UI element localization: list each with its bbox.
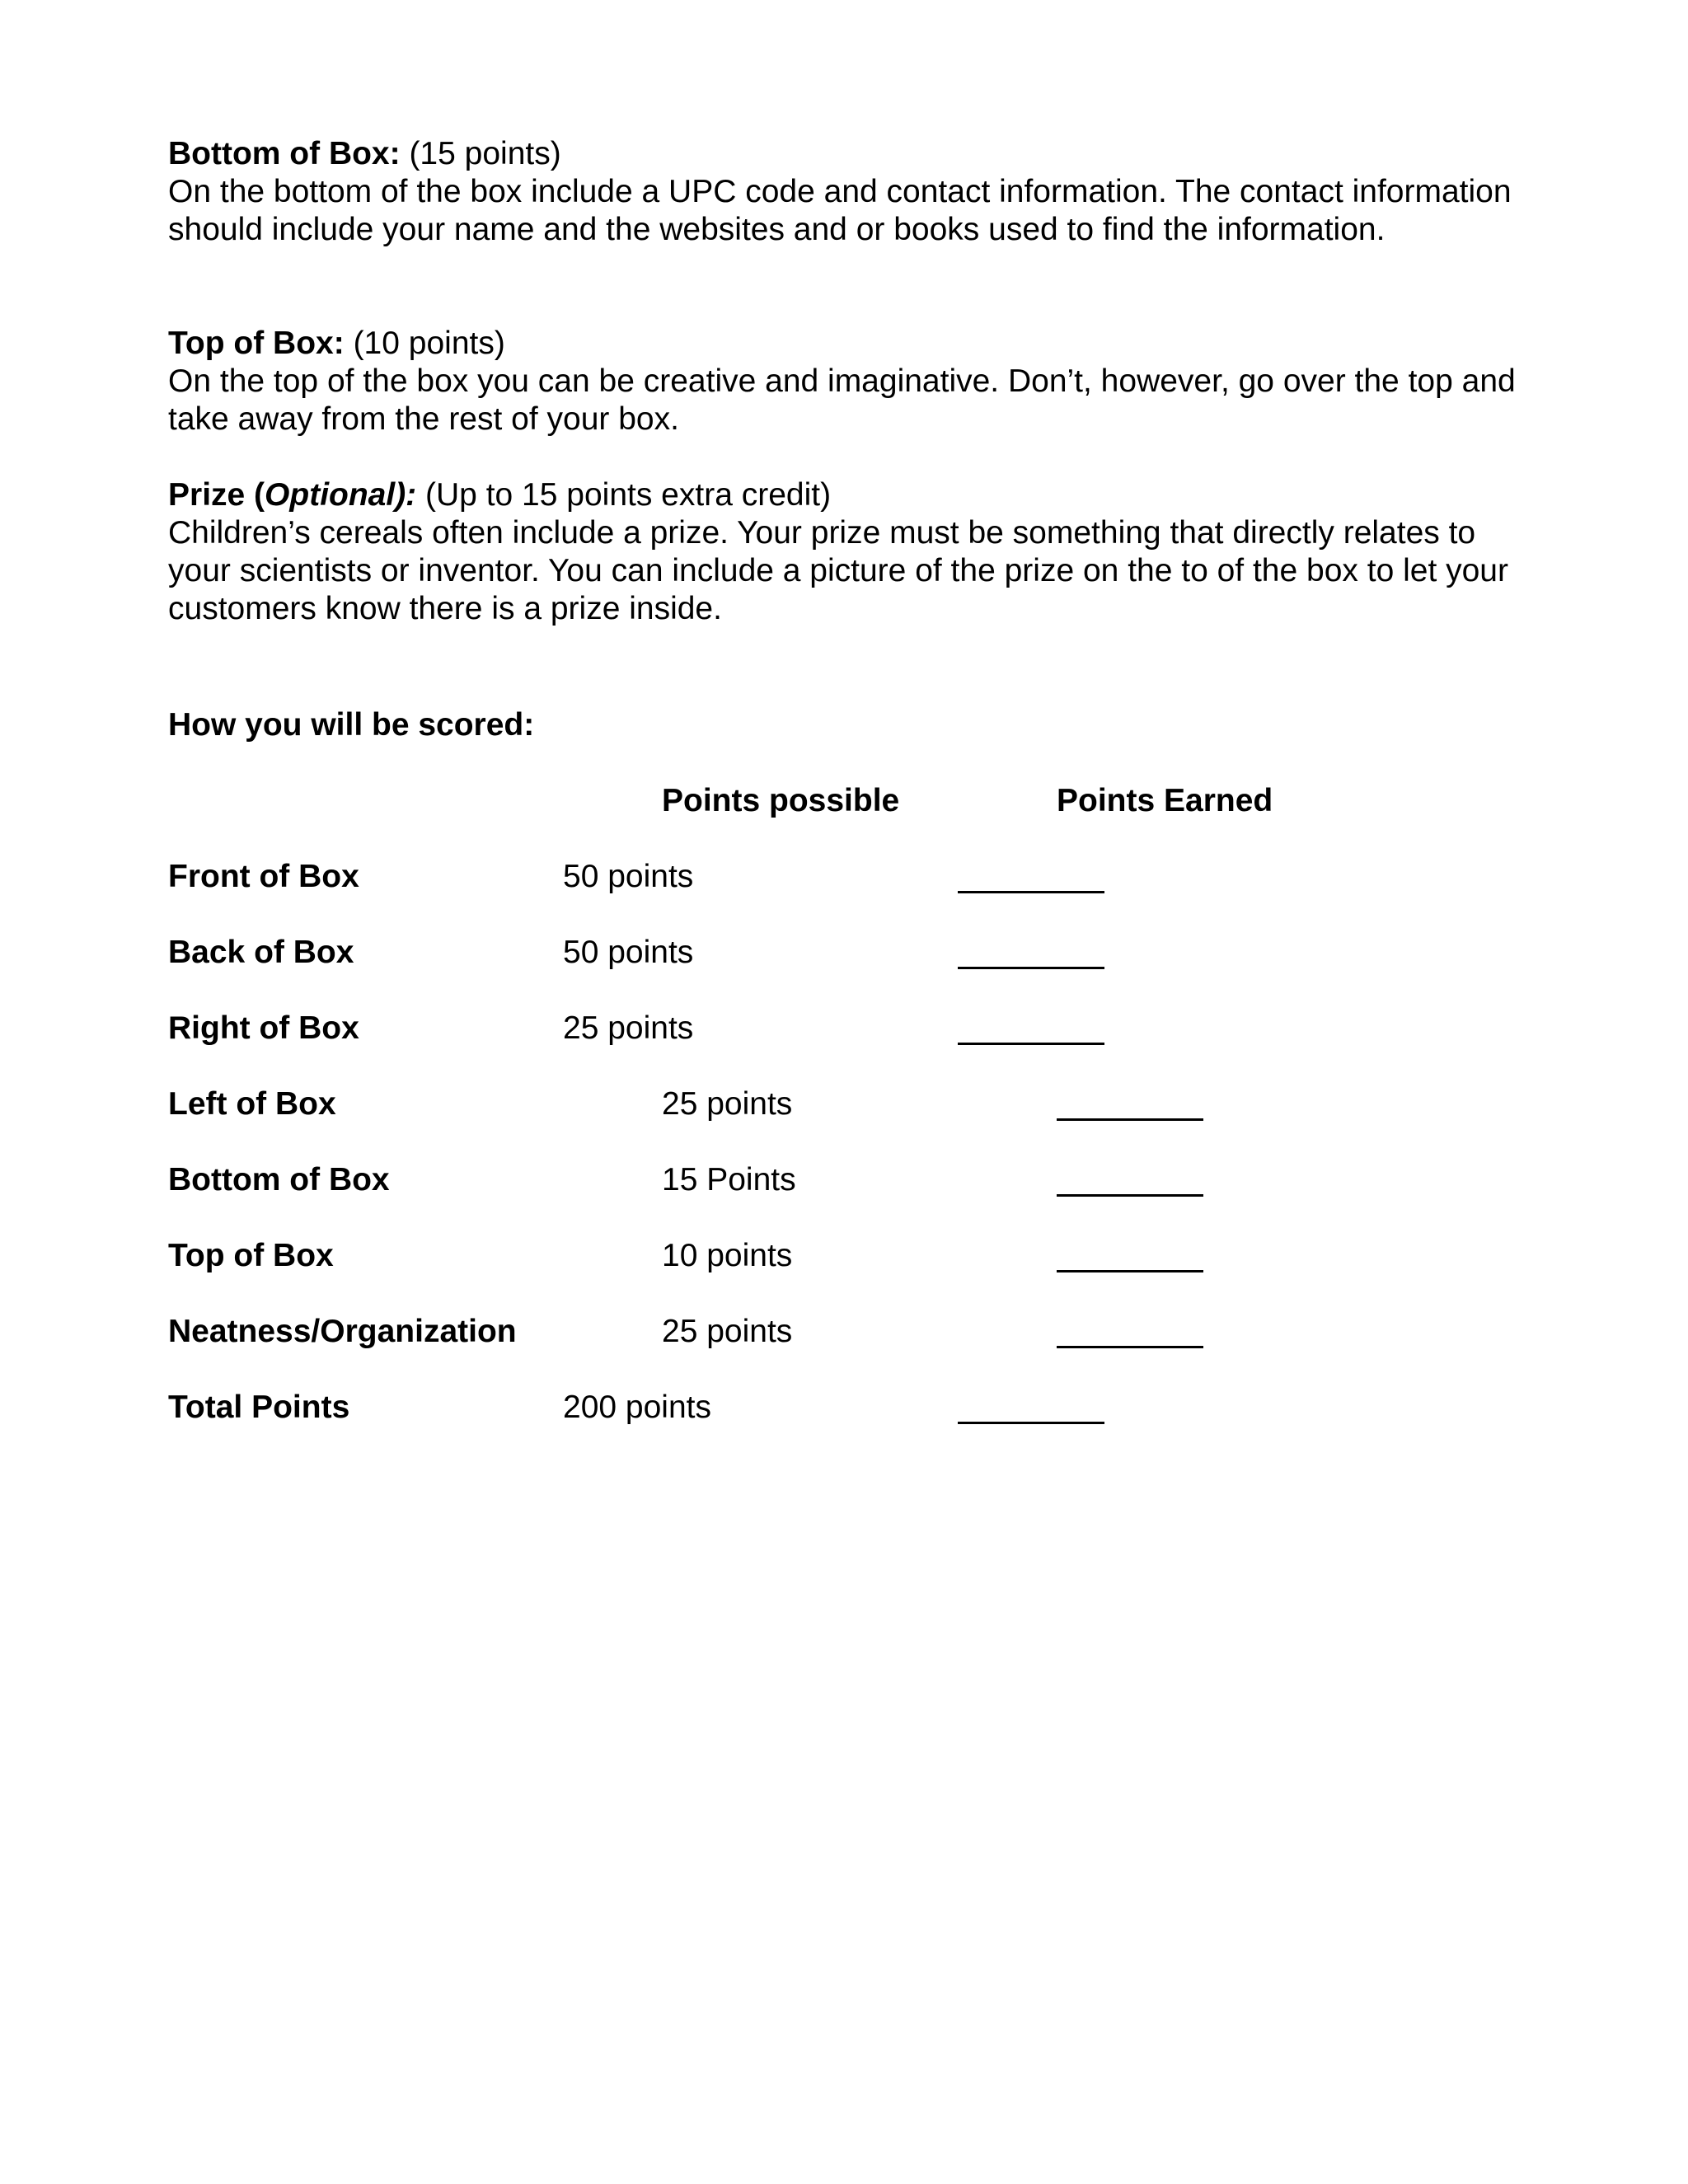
score-row-label: Left of Box (168, 1086, 336, 1122)
score-row-label: Top of Box (168, 1238, 334, 1273)
score-row-label: Back of Box (168, 935, 354, 970)
score-row-points: 50 points (563, 859, 694, 894)
prize-title-line (168, 476, 1520, 514)
points-earned-blank-total (958, 1422, 1104, 1424)
score-row-label: Right of Box (168, 1010, 359, 1046)
scoring-heading: How you will be scored: (168, 707, 535, 743)
points-earned-blank (958, 1043, 1104, 1045)
score-row-points: 25 points (662, 1314, 793, 1349)
top-of-box-section (168, 325, 1520, 438)
points-earned-blank (1057, 1118, 1203, 1121)
prize-title-prefix: Prize ( (168, 477, 265, 513)
prize-section (168, 476, 1520, 628)
bottom-of-box-points: (15 points) (400, 136, 561, 171)
prize-body: Children’s cereals often include a prize. Your prize must be something that directly relates to your scientists or inventor. You can include a picture of the prize on the to of the box to let your customers know there is a prize inside. (168, 515, 1508, 626)
prize-title-optional: Optional): (265, 477, 417, 513)
score-row-points: 25 points (662, 1086, 793, 1122)
top-of-box-title: Top of Box: (168, 326, 345, 361)
score-row-points: 25 points (563, 1010, 694, 1046)
top-of-box-title-line (168, 325, 1520, 363)
points-earned-blank (958, 967, 1104, 969)
bottom-of-box-title-line (168, 135, 1520, 173)
score-row-label-total: Total Points (168, 1390, 350, 1425)
points-earned-blank (1057, 1270, 1203, 1272)
column-header-points-earned: Points Earned (1057, 783, 1273, 818)
prize-points: (Up to 15 points extra credit) (416, 477, 832, 513)
score-row-points: 15 Points (662, 1162, 796, 1197)
bottom-of-box-section (168, 135, 1520, 249)
bottom-of-box-title: Bottom of Box: (168, 136, 401, 171)
score-row-points: 50 points (563, 935, 694, 970)
points-earned-blank (958, 891, 1104, 893)
points-earned-blank (1057, 1346, 1203, 1348)
top-of-box-body: On the top of the box you can be creative and imaginative. Don’t, however, go over the top and take away from the rest of your box. (168, 363, 1516, 437)
points-earned-blank (1057, 1194, 1203, 1197)
bottom-of-box-body: On the bottom of the box include a UPC code and contact information. The contact information should include your name and the websites and or books used to find the information. (168, 174, 1512, 247)
score-row-points-total: 200 points (563, 1390, 711, 1425)
score-row-points: 10 points (662, 1238, 793, 1273)
score-row-label: Front of Box (168, 859, 359, 894)
top-of-box-points: (10 points) (344, 326, 505, 361)
score-row-label: Neatness/Organization (168, 1314, 517, 1349)
score-row-label: Bottom of Box (168, 1162, 390, 1197)
column-header-points-possible: Points possible (662, 783, 900, 818)
